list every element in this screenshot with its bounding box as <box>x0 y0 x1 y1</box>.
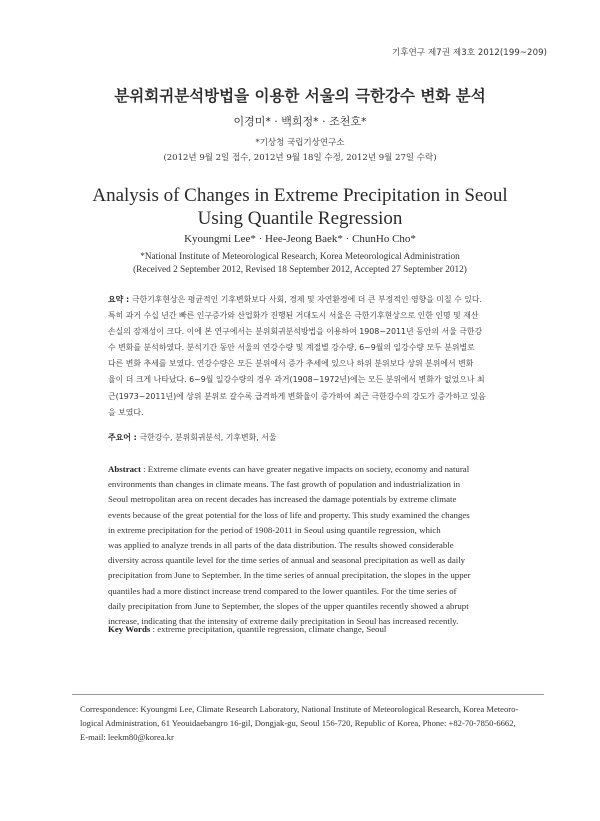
english-abstract-line-10: daily precipitation from June to September, the slopes of the upper quantiles recently showed a abrupt <box>108 600 469 611</box>
english-authors: Kyoungmi Lee* · Hee-Jeong Baek* · ChunHo Cho* <box>184 233 416 245</box>
english-affiliation: *National Institute of Meteorological Research, Korea Meteorological Administration <box>140 252 460 262</box>
korean-abstract-line-7: 근(1973~2011년)에 상위 분위로 갈수록 급격하게 변화율이 증가하여 최근 극한강수의 강도가 증가하고 있음 <box>108 391 486 401</box>
english-abstract-line-4: events because of the great potential for the loss of life and property. This study examined the changes <box>108 509 470 520</box>
journal-reference: 기후연구 제7권 제3호 2012(199~209) <box>391 48 547 58</box>
english-title-line-1: Analysis of Changes in Extreme Precipitation in Seoul <box>92 185 508 206</box>
english-abstract-line-8: precipitation from June to September. In the time series of annual precipitation, the slopes in the upper <box>108 570 471 581</box>
english-abstract-line-7: diversity across quantile level for the time series of annual and seasonal precipitation as well as daily <box>108 555 466 566</box>
korean-abstract-line-5: 다른 변화 추세를 보였다. 연강수량은 모든 분위에서 증가 추세에 있으나 하위 분위보다 상위 분위에서 변화 <box>108 359 474 369</box>
korean-abstract-line-8: 을 보였다. <box>108 407 144 417</box>
korean-abstract-text: 극한기후현상은 평균적인 기후변화보다 사회, 경제 및 자연환경에 더 큰 부정적인 영향을 미칠 수 있다. <box>131 295 483 304</box>
english-abstract-line-9: quantiles had a more distinct increase trend compared to the lower quantiles. For the time series of <box>108 585 457 596</box>
correspondence-footnote <box>80 702 540 745</box>
korean-abstract-line-3: 손실의 잠재성이 크다. 이에 본 연구에서는 분위회귀분석방법을 이용하여 1908~2011년 동안의 서울 극한강 <box>108 327 483 337</box>
english-abstract <box>108 462 508 629</box>
korean-abstract-label: 요약 : <box>108 295 132 304</box>
english-keywords-text: : extreme precipitation, quantile regression, climate change, Seoul <box>150 624 387 634</box>
footnote-line-2: logical Administration, 61 Yeouidaebangro 16-gil, Dongjak-gu, Seoul 156-720, Republic of Korea, Phone: +82-70-7850-6662, <box>80 718 516 729</box>
footnote-divider <box>72 694 544 695</box>
korean-abstract-line-6: 율이 더 크게 나타났다. 6~9월 일강수량의 경우 과거(1908~1972년)에는 모든 분위에서 변화가 없었으나 최 <box>108 375 485 385</box>
korean-keywords-label: 주요어 : <box>108 433 140 442</box>
korean-abstract-line-1 <box>108 292 506 308</box>
english-abstract-line-2: environments than changes in climate means. The fast growth of population and industrialization in <box>108 479 461 490</box>
english-title <box>0 184 600 230</box>
english-abstract-line-6: was applied to analyze trends in all parts of the data distribution. The results showed considerable <box>108 540 454 551</box>
english-keywords <box>108 624 508 634</box>
korean-authors: 이경미* · 백희정* · 조천호* <box>233 115 367 128</box>
korean-abstract <box>108 292 506 421</box>
english-abstract-line-5: in extreme precipitation for the period of 1908-2011 in Seoul using quantile regression, which <box>108 524 441 535</box>
english-abstract-line-1 <box>108 462 508 477</box>
korean-keywords-text: 극한강수, 분위회귀분석, 기후변화, 서울 <box>139 433 277 442</box>
english-affiliation-block <box>0 251 600 277</box>
english-abstract-label: Abstract <box>108 464 141 474</box>
english-abstract-line-11: increase, indicating that the intensity of extreme daily precipitation in Seoul has increased recently. <box>108 616 459 627</box>
english-title-line-2: Using Quantile Regression <box>197 208 403 229</box>
english-dates: (Received 2 September 2012, Revised 18 September 2012, Accepted 27 September 2012) <box>133 265 467 275</box>
english-abstract-text: : Extreme climate events can have greater negative impacts on society, economy and natural <box>140 464 470 474</box>
korean-dates: (2012년 9월 2일 접수, 2012년 9월 18일 수정, 2012년 9월 27일 수락) <box>163 153 437 163</box>
korean-title: 분위회귀분석방법을 이용한 서울의 극한강수 변화 분석 <box>114 87 486 105</box>
korean-keywords <box>108 432 506 443</box>
footnote-line-3: E-mail: leekm80@korea.kr <box>80 732 174 743</box>
korean-abstract-line-4: 수 변화를 분석하였다. 분석기간 동안 서울의 연강수량 및 계절별 강수량, 6~9월의 일강수량 모두 분위별로 <box>108 343 475 353</box>
english-keywords-label: Key Words <box>108 624 151 634</box>
korean-abstract-line-2: 특히 과거 수십 년간 빠른 인구증가와 산업화가 진행된 거대도시 서울은 극한기후현상으로 인한 인명 및 재산 <box>108 311 479 321</box>
english-abstract-line-3: Seoul metropolitan area on recent decades has increased the damage potentials by extreme climate <box>108 494 457 505</box>
korean-affiliation: *기상청 국립기상연구소 <box>255 138 345 148</box>
footnote-line-1: Correspondence: Kyoungmi Lee, Climate Research Laboratory, National Institute of Meteorological Research, Korea Meteoro- <box>80 704 519 714</box>
